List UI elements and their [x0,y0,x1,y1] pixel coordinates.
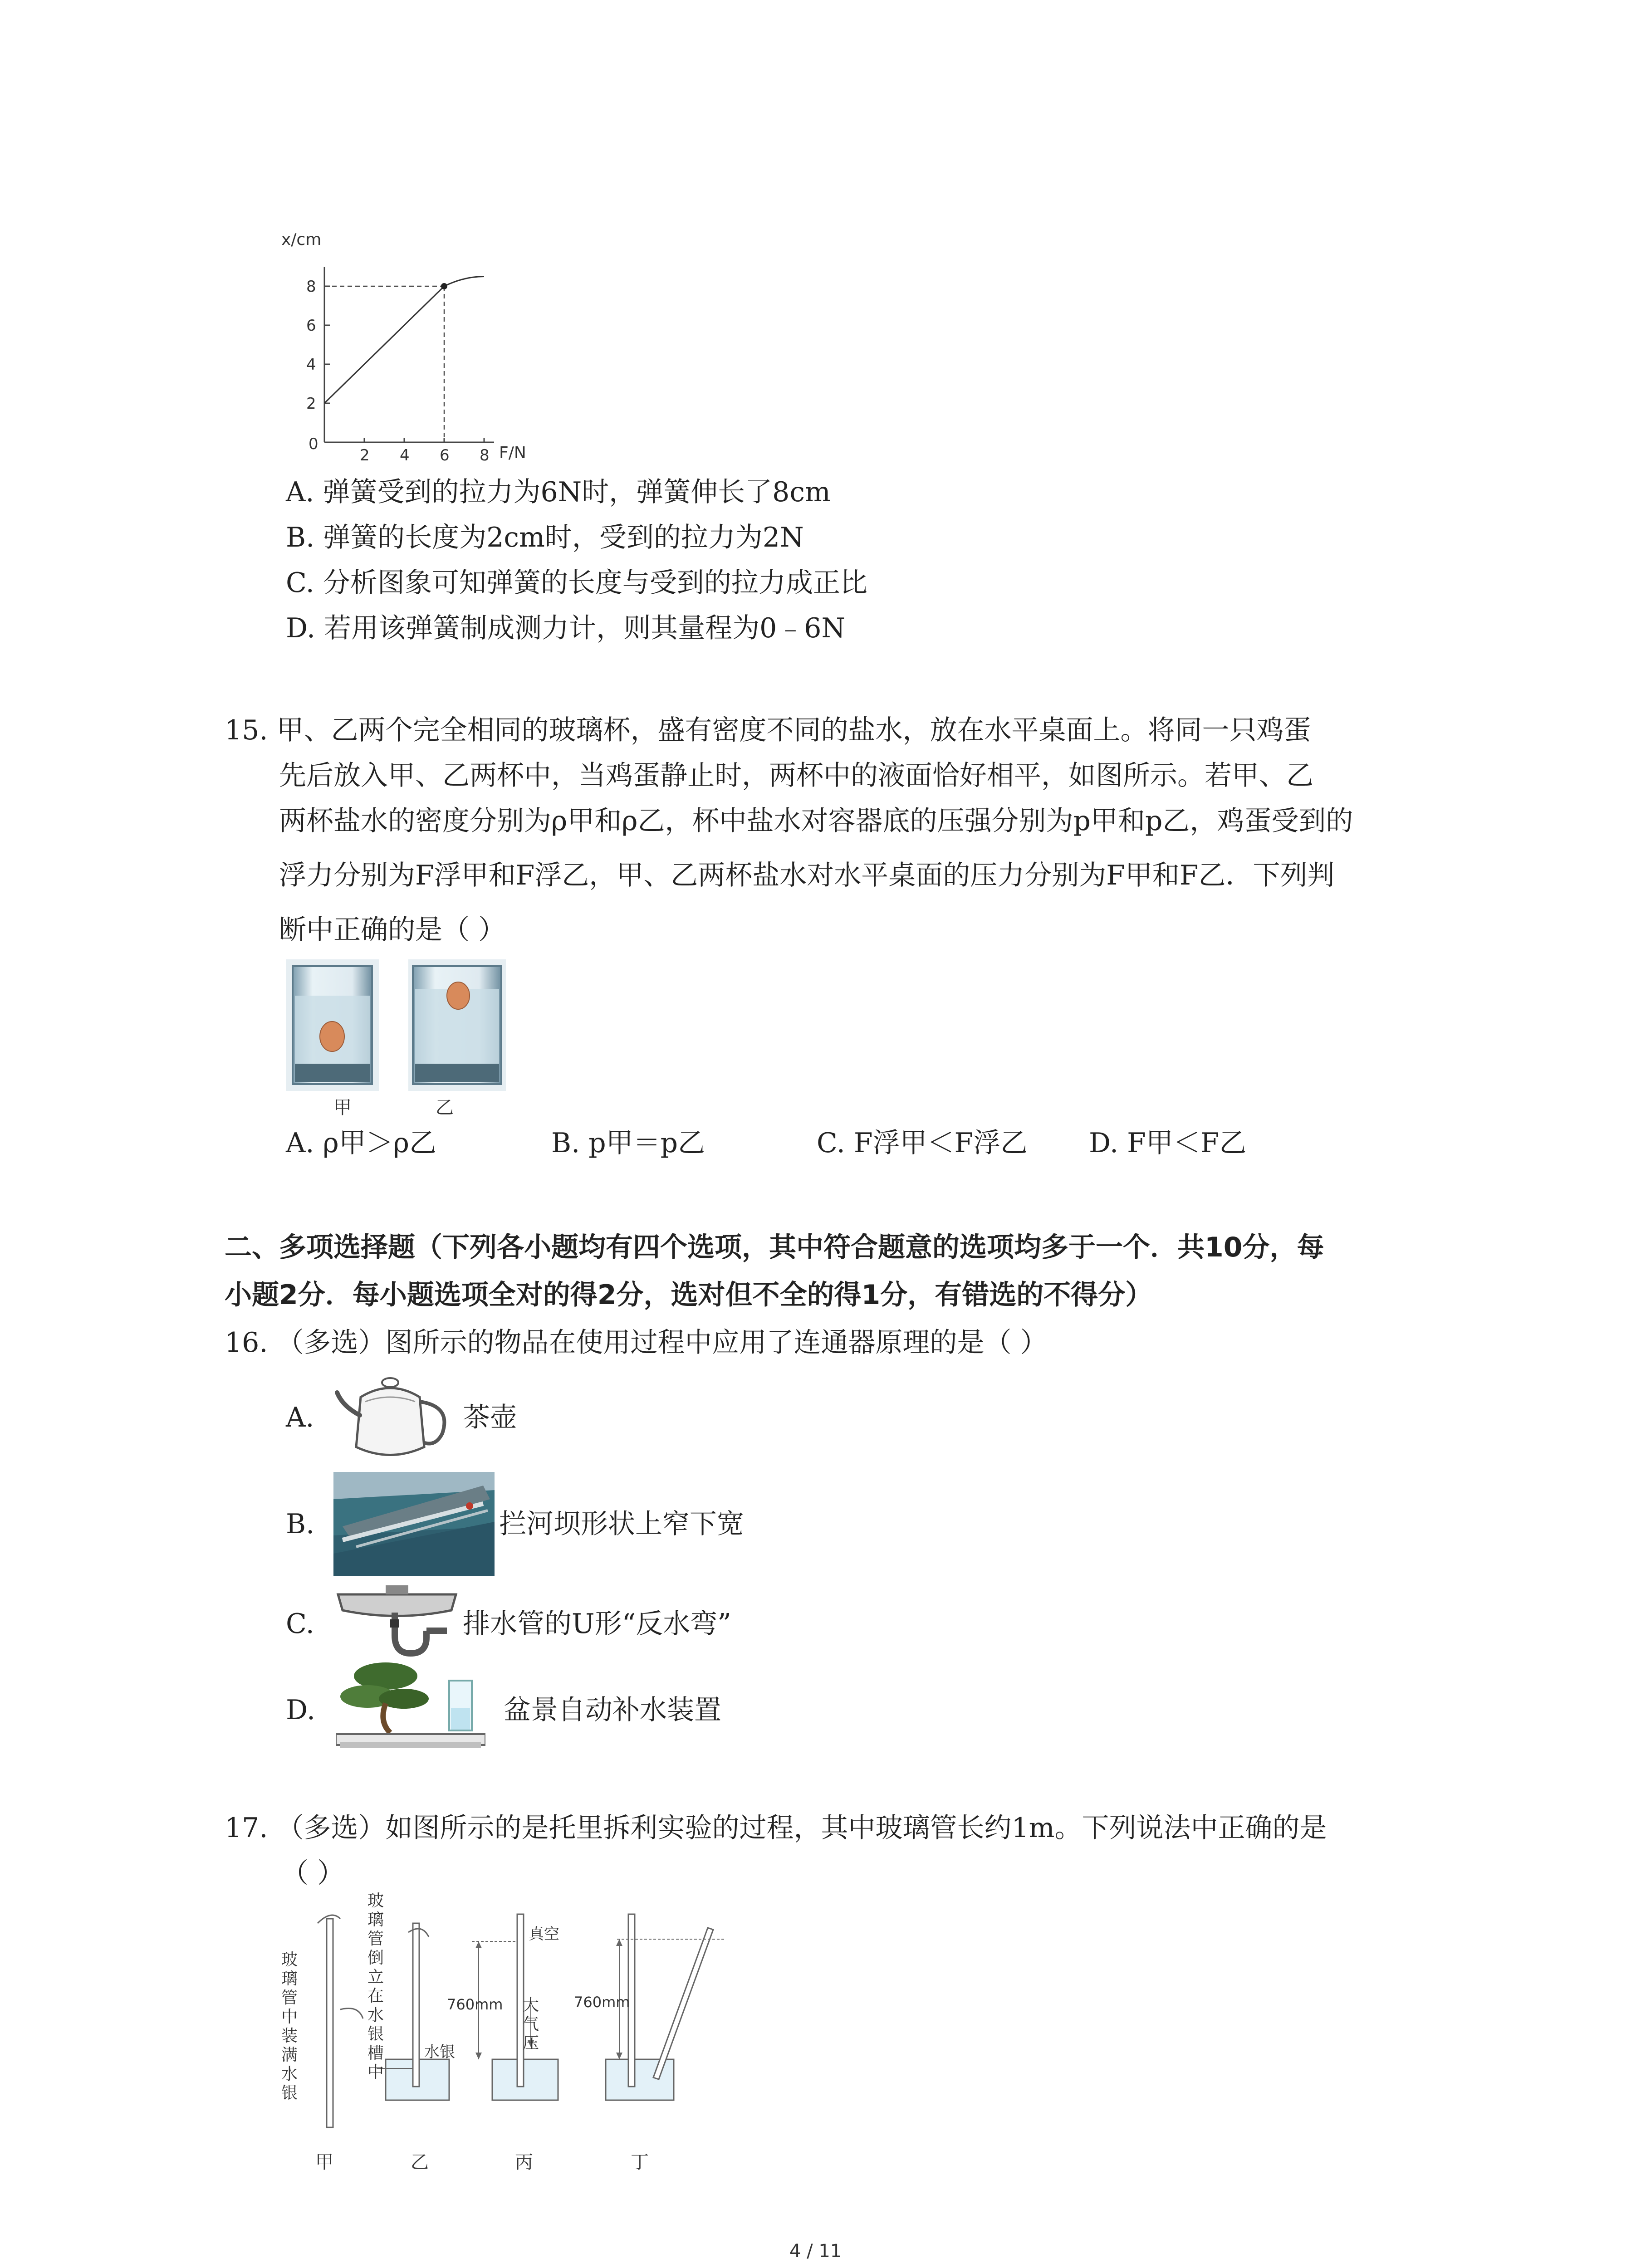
series-curve [444,277,484,287]
graph-ylabel: x/cm [281,230,322,249]
q15-stem-line-3: 两杯盐水的密度分别为ρ甲和ρ乙，杯中盐水对容器底的压强分别为p甲和p乙，鸡蛋受到的 [279,805,1353,837]
torricelli-figure [272,1896,735,2159]
q15-stem-line-2: 先后放入甲、乙两杯中，当鸡蛋静止时，两杯中的液面恰好相平，如图所示。若甲、乙 [279,760,1313,792]
egg-cups-figure [284,959,510,1091]
cup-label-jia: 甲 [333,1097,352,1118]
y-tick-label: 4 [306,356,316,374]
label-760mm-2: 760mm [574,1994,630,2011]
knee-point [441,283,447,289]
q14-option-a[interactable]: A. 弹簧受到的拉力为6N时，弹簧伸长了8cm [286,476,831,508]
cup-yi [408,959,506,1091]
panel-label-yi: 乙 [411,2152,429,2173]
teapot-icon [333,1365,460,1470]
graph-axes [324,267,494,442]
bonsai-icon [336,1658,485,1753]
y-tick-label: 2 [306,395,316,413]
section2-heading-line-2: 小题2分．每小题选项全对的得2分，选对但不全的得1分，有错选的不得分） [225,1279,1153,1311]
q16-option-b-text: 拦河坝形状上窄下宽 [499,1508,744,1540]
sink-drain-icon [333,1585,460,1665]
graph-xlabel: F/N [499,444,526,462]
q16-option-b-letter[interactable]: B. [286,1508,315,1540]
cup-label-yi: 乙 [436,1097,454,1118]
egg-icon [447,982,470,1009]
q16-option-d-text: 盆景自动补水装置 [504,1694,721,1726]
dam-photo [333,1472,495,1576]
q16-stem: 16. （多选）图所示的物品在使用过程中应用了连通器原理的是（ ） [225,1327,1048,1359]
cup-jia [286,959,379,1091]
label-mercury: 水银 [424,2043,455,2061]
q17-stem-line-2: （ ） [281,1857,345,1889]
x-tick-label: 4 [400,446,410,464]
q14-option-d[interactable]: D. 若用该弹簧制成测力计，则其量程为0﹣6N [286,612,845,644]
q15-option-d[interactable]: D. F甲＜F乙 [1089,1127,1247,1159]
q14-option-c[interactable]: C. 分析图象可知弹簧的长度与受到的拉力成正比 [286,567,867,599]
graph-ticks [306,278,490,464]
panel-label-ding: 丁 [631,2152,649,2173]
q16-option-d-letter[interactable]: D. [286,1694,316,1726]
q15-option-a[interactable]: A. ρ甲＞ρ乙 [286,1127,437,1159]
label-invert-tube: 玻璃管倒立在水银槽中 [367,1892,384,2082]
x-tick-label: 8 [480,446,490,464]
q15-stem-line-4: 浮力分别为F浮甲和F浮乙，甲、乙两杯盐水对水平桌面的压力分别为F甲和F乙．下列判 [279,860,1335,891]
q15-stem-line-1: 15. 甲、乙两个完全相同的玻璃杯，盛有密度不同的盐水，放在水平桌面上。将同一只鸡蛋 [225,714,1311,746]
page-number: 4 / 11 [789,2241,842,2262]
x-tick-label: 6 [440,446,450,464]
q16-option-a-letter[interactable]: A. [286,1402,314,1433]
q15-stem-line-5: 断中正确的是（ ） [279,914,506,946]
label-vacuum: 真空 [529,1925,559,1943]
label-fill-mercury: 玻璃管中装满水银 [281,1950,298,2102]
graph-origin-label: 0 [309,435,318,453]
graph-series [324,277,484,443]
label-760mm-1: 760mm [447,1996,503,2013]
panel-label-bing: 丙 [515,2152,533,2173]
label-atmosphere: 大气压 [522,1996,539,2053]
y-tick-label: 8 [306,278,316,296]
q17-stem-line-1: 17. （多选）如图所示的是托里拆利实验的过程，其中玻璃管长约1m。下列说法中正确的是 [225,1812,1327,1844]
section2-heading-line-1: 二、多项选择题（下列各小题均有四个选项，其中符合题意的选项均多于一个．共10分，每 [225,1232,1324,1263]
spring-graph [254,213,549,467]
q15-option-b[interactable]: B. p甲＝p乙 [551,1127,705,1159]
q15-option-c[interactable]: C. F浮甲＜F浮乙 [817,1127,1028,1159]
series-line [324,286,444,403]
panel-label-jia: 甲 [315,2152,333,2173]
q16-option-a-text: 茶壶 [463,1402,517,1433]
q16-option-c-text: 排水管的U形“反水弯” [463,1608,731,1640]
y-tick-label: 6 [306,317,316,335]
q14-option-b[interactable]: B. 弹簧的长度为2cm时，受到的拉力为2N [286,522,804,553]
x-tick-label: 2 [360,446,370,464]
q16-option-c-letter[interactable]: C. [286,1608,314,1640]
egg-icon [320,1022,344,1051]
